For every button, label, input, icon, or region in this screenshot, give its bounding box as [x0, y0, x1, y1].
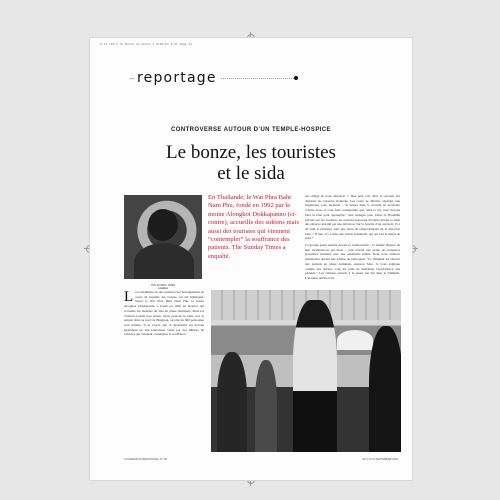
monk-portrait-photo — [124, 195, 202, 279]
rubric-label: reportage — [134, 70, 220, 86]
lead-paragraph: En Thaïlande, le Wat Phra Baht Nam Phu, fondé en 1992 par le moine Alongkot Dokkapanno (ci-contre), accueille des sidéens mais aussi des touristes qui viennent “contempler” la souffrance des patients. The Sunday Times a enquêté. — [208, 194, 299, 260]
photo-umbrella-shape — [337, 330, 373, 350]
photo-figure-shape — [217, 352, 247, 452]
headline-line-2: et le sida — [217, 163, 285, 184]
street-scene-photo — [211, 290, 401, 452]
left-text-column — [124, 290, 204, 339]
left-column-paragraph — [124, 290, 204, 337]
photo-figure-shape — [369, 326, 401, 452]
footer-publication: COURRIER INTERNATIONAL N° 711 — [124, 458, 168, 461]
print-slug: P.21 LE0 F-Te Boton du pharm 1 8/09/04 9:41 Page 31 — [100, 42, 193, 46]
headline-line-1: Le bonze, les touristes — [166, 142, 336, 163]
photo-head-shape — [148, 209, 178, 241]
kicker: CONTROVERSE AUTOUR D’UN TEMPLE-HOSPICE — [171, 127, 331, 133]
photo-figure-shape — [293, 300, 337, 452]
photo-credit-line-2: Londres — [158, 287, 168, 290]
right-column-paragraph-2: La groupe passe ensuite devant le crématorium – le temple dispose de huit incinérations par mois – puis devant une petite de sculptures grossières réalisées avec des ossements brûlés. Nous nous arrêtons maintenant devant une édifice de plain-pied. “Ce bâtiment est réservé aux patients en phase terminale, annonce Mao. Je vous explique comme des detours vous les priés de demander l'autorisation aux patients.” Les visiteurs entrent à la queue leu leu dans le bâtiment. L’atrabrie dévide trois — [305, 243, 400, 280]
photo-robe-shape — [134, 243, 194, 279]
right-column-paragraph-1: pas obligé de nous dénoncer !” Ben peut voir dans le cercueil des disjoints de cadavres incinérés. Ces corps de défunts, expliqué une ingénieure, pour incinérer : “le laisser dans le cercueil de secrétaire d’entre nous, si vous faire comprendre que, dans la vie, nous devons faire le bien pour apprendre.” Aux étalages pour saluer le Bouddha (devant par les touristes, est souvent beaucoup d'objets) devant la table des silences installé par une dévotion. Sur la bouche d’un cercueil, 15 à 20 baht et plusieurs sans une lettre de remerciements de la dévotion faite : “Il faut, il y a dans une nation spirituelle, qui ont tout le temps de prier.” — [305, 194, 400, 241]
photo-figure-shape — [255, 360, 277, 452]
magazine-page — [90, 38, 412, 480]
section-rubric — [130, 70, 300, 88]
rubric-dot — [294, 76, 298, 80]
footer-date: DU 2 AU 8 SEPTEMBRE 2004 — [362, 458, 398, 461]
headline — [110, 142, 392, 184]
photo-credit-line-1: THE SUNDAY TIMES — [150, 284, 176, 287]
dropcap: L — [124, 289, 134, 305]
page-footer — [124, 458, 398, 461]
left-column-text: e bouddhisme est une question de l'enseignement au cours de laquelle des bonzes ont été impliqués. Selon le Wat Phra Baht Nam Phu, le bonze Alongkot Dokkapanno a fondé en 1992 un hospice qui accueille les malades du sida en phase terminale. Mais les visiteurs payent leur entrée. Nous prenons la route vers le temple situé au nord de Bangkok, où plus de 600 personnes sont traitées. Il se trouve que ce monastère est devenu également un site touristique visité par des milliers de touristes qui viennent contempler la souffrance. — [124, 290, 204, 337]
right-text-column — [305, 194, 400, 283]
